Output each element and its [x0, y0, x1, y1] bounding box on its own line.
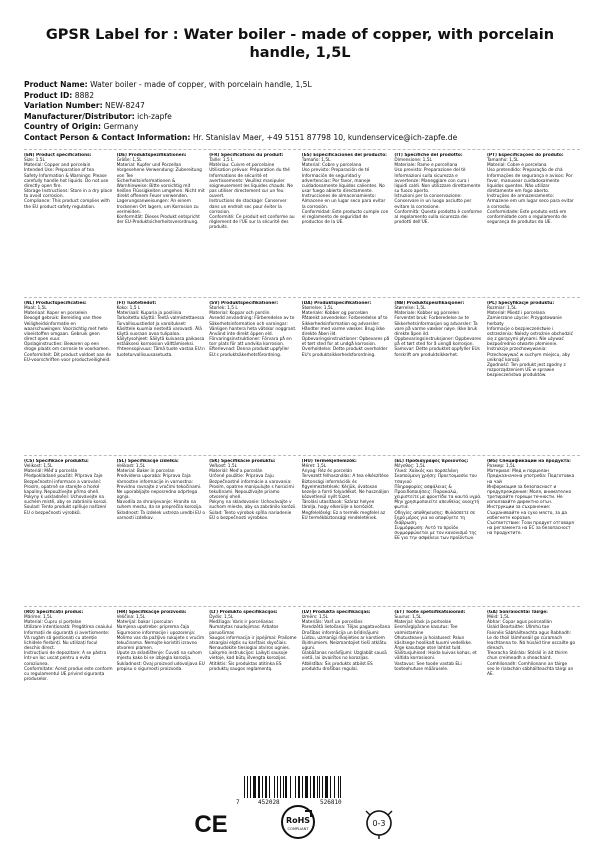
spec-line: Atbilstība: Šis produkts atbilst ES produktu drošības regulai.: [301, 661, 373, 672]
spec-line: Informations de sécurité et avertissements: Veuillez manipuler soigneusement les liquides chauds. Ne pas utiliser directement sur un feu ouvert.: [209, 173, 293, 200]
spec-line: Säilitusjuhised: Hoida kuivas kohas, et vältida korrosiooni.: [394, 651, 477, 662]
spec-line: Méid: 1,5L: [486, 615, 510, 621]
spec-row-4: [24, 610, 580, 682]
spec-block-bg: [487, 459, 580, 542]
spec-line: Safety Information & Warnings: Please carefully handle hot liquids. Do not use directly open fire.: [24, 173, 109, 189]
spec-line: Zgodność: Ten produkt jest zgodny z rozporządzeniem UE w sprawie bezpieczeństwa produktów.: [486, 362, 566, 379]
spec-heading: (SV) Produktspecifikationer:: [209, 301, 279, 306]
spec-line: Tervezett felhasználás: A tea elkészítése: [301, 474, 389, 480]
spec-line: Informazioni sulla sicurezza e avvertenze: Maneggiare con cura i liquidi caldi. Non utilizzare direttamente su fuoco aperto.: [394, 173, 481, 195]
spec-line: Säkerhetsinformation och varningar: Vänligen hantera heta vätskor noggrant. Använd inte direkt öppen eld.: [209, 321, 297, 337]
product-info: [24, 80, 584, 144]
spec-block-sk: [209, 459, 302, 542]
spec-line: Skladnost: Ta izdelek ustreza uredbi EU o varnosti izdelkov.: [116, 510, 206, 521]
spec-line: Efterlevnad: Denna produkt uppfyller EU:s produktsäkerhetsförordning.: [209, 347, 290, 358]
product-id-label: Product ID:: [24, 90, 73, 100]
spec-line: Maat: 1,5L: [24, 306, 47, 312]
spec-line: Bezpečnostné informácie a varovania: Prosím, opatrne manipulujte s horúcimi tekutinami. Nepoužívajte priamo otvorený oheň.: [209, 479, 294, 501]
spec-heading: (PT) Especificações do produto:: [486, 153, 564, 158]
spec-line: Förvaringsinstruktioner: Förvara på en torr plats för att undvika korrosion.: [209, 337, 292, 348]
barcode-bar: [319, 776, 320, 798]
barcode-bar: [317, 776, 318, 798]
spec-line: Uso pretendido: Preparação de chá: [486, 168, 563, 174]
barcode-bar: [338, 776, 339, 798]
spec-line: Sikkerhedsinformation og advarsler: Håndter med varme væsker. Brug ikke direkte åben ild.: [301, 321, 385, 337]
spec-line: Taille: 1,5 L: [209, 158, 234, 164]
svg-text:RoHS: RoHS: [285, 816, 311, 825]
spec-line: Σκοπούμενη χρήση: Προετοιμασία του τσαγιού: [394, 474, 477, 485]
barcode-lead-digit: 7: [236, 799, 240, 806]
product-name-row: [24, 80, 584, 91]
spec-line: Veiligheidsinformatie en waarschuwingen: Voorzichtig met hete vloeistoffen omgaan. Gebruik geen direct open vuur.: [24, 321, 108, 343]
spec-block-el: [394, 459, 487, 542]
barcode-bar: [330, 776, 331, 798]
spec-block-ga: [487, 610, 580, 682]
spec-line: Material: Copper and porcelain: [24, 163, 91, 169]
spec-line: Materiał: Miedź i porcelana: [486, 311, 545, 317]
spec-line: Forventet bruk: Forberedelse av te: [394, 316, 469, 322]
barcode-bar: [290, 776, 291, 798]
spec-line: Storage Instructions: Store in a dry place to avoid corrosion.: [24, 189, 113, 200]
spec-line: Utilisation prévue: Préparation du thé: [209, 168, 290, 174]
spec-line: Atitiktis: Šis produktas atitinka ES produktų saugos reglamentą.: [209, 661, 282, 672]
spec-line: Suurus: 1,5L: [394, 615, 422, 621]
spec-line: Úsáid Beartaithe: Ullmhú tae: [486, 625, 550, 631]
spec-line: Velikost: 1,5L: [116, 464, 146, 470]
spec-line: Påtænkt anvendelse: Forberedelse af te: [301, 316, 388, 322]
spec-line: Soulad: Tento produkt splňuje nařízení EU o bezpečnosti výrobků.: [24, 505, 107, 516]
barcode-bar: [313, 776, 315, 798]
spec-line: Materiale: Kobber og porselen: [394, 311, 460, 317]
spec-line: Størrelse: 1,5L: [301, 306, 333, 312]
spec-line: Instrucciones de almacenamiento: Almacene en un lugar seco para evitar la corrosión.: [301, 194, 386, 210]
spec-heading: (HR) Specifikacije proizvoda:: [116, 610, 187, 615]
spec-line: Veličina: 1,5L: [116, 615, 146, 621]
spec-heading: (LT) Produkto specifikacijos:: [209, 610, 278, 615]
spec-line: Compliance: This product complies with the EU product safety regulation.: [24, 199, 110, 210]
spec-line: Informações de segurança e avisos: Por favor, manusear cuidadosamente líquidos quentes. Não utilizar diretamente em fogo aberto.: [486, 173, 573, 195]
spec-row-2: [24, 301, 580, 378]
spec-line: Vastavus: See toode vastab ELi tooteohutuse määrusele.: [394, 661, 462, 672]
spec-line: Υλικό: Χαλκός και πορσελάνη: [394, 469, 459, 475]
spec-heading: (PL) Specyfikacje produktu:: [486, 301, 555, 306]
spec-line: Súlad: Tento výrobok spĺňa nariadenie EÚ o bezpečnosti výrobkov.: [209, 510, 292, 521]
spec-line: Anyag: Réz és porcelán: [301, 469, 353, 475]
spec-line: Saugos informacija ir įspėjimai: Prašome atsargiai elgtis su karštais skysčiais. Nenaudokite tiesiogiai atviros ugnies.: [209, 635, 297, 652]
spec-line: Faisnéis Sábháilteachta agus Rabhadh: Le do thoil láimhseáil go cúramach leachtanna te. Ná húsáid tine oscailte go díreach.: [486, 630, 576, 652]
spec-line: Megfelelőség: Ez a termék megfelel az EU termékbiztonsági rendeletének.: [301, 510, 386, 521]
spec-line: Avsedd användning: Förberedelse av te: [209, 316, 295, 322]
spec-heading: (SK) Špecifikácie produktu:: [209, 459, 276, 464]
product-id-row: [24, 91, 584, 102]
spec-heading: (NB) Produktspesifikasjoner:: [394, 301, 465, 306]
divider: [24, 455, 580, 456]
spec-line: Størrelse: 1,5L: [394, 306, 426, 312]
spec-line: Opslaginstructies: Bewaren op een droge plaats om corrosie te voorkomen.: [24, 342, 110, 353]
spec-block-fi: [117, 301, 210, 378]
barcode-bar: [280, 776, 281, 798]
spec-line: Istruzioni per la conservazione: Conservare in un luogo asciutto per evitare la corrosione.: [394, 194, 472, 210]
spec-line: Conformità: Questo prodotto è conforme al regolamento sulla sicurezza dei prodotti dell'UE.: [394, 209, 482, 226]
spec-heading: (EN) Product specifications:: [24, 153, 92, 158]
spec-line: Drošības informācija un brīdinājumi: Lūdzu, uzmanīgi rīkojieties ar karstiem šķidrumiem. Neizmantojiet tieši atklātu uguni.: [301, 630, 387, 652]
barcode-bar: [258, 776, 260, 798]
country-of-origin: Germany: [103, 122, 139, 132]
spec-line: Předpokládané použití: Příprava čaje: [24, 474, 103, 480]
spec-line: Overholdelse: Dette produkt overholder EU's produktsikkerhedsforordning.: [301, 347, 388, 358]
spec-block-nb: [394, 301, 487, 378]
spec-block-it: [394, 153, 487, 230]
barcode-bar: [334, 776, 335, 798]
spec-line: Mărime: 1,5L: [24, 615, 53, 621]
spec-heading: (CS) Specifikace produktu:: [24, 459, 89, 464]
spec-line: Conformidade: Este produto está em conformidade com o regulamento de segurança de produtos da UE.: [486, 209, 567, 226]
spec-line: Material: Baker in porcelan: [116, 469, 175, 475]
spec-line: Conformité: Ce produit est conforme au règlement de l'UE sur la sécurité des produits.: [209, 214, 295, 231]
spec-block-es: [302, 153, 395, 230]
divider: [24, 606, 580, 607]
spec-line: Velikost: 1,5L: [24, 464, 53, 470]
spec-line: Paredzētā lietošana: Tējas pagatavošana: [301, 625, 390, 631]
barcode-right-digits: 526810: [320, 799, 342, 806]
barcode-bar: [247, 776, 248, 798]
spec-line: Tárolási utasítások: Száraz helyen tárolja, hogy elkerülje a korróziót.: [301, 500, 375, 511]
spec-line: Größe: 1,5L: [116, 158, 142, 164]
manufacturer-label: Manufacturer/Distributor:: [24, 111, 135, 121]
spec-line: Eesmärgipärane kasutus: Tee valmistamine: [394, 625, 458, 636]
spec-line: Utilizare intenționată: Pregătirea ceaiului: [24, 625, 112, 631]
spec-line: Namjena upotrebe: priprema čaja: [116, 625, 190, 631]
barcode-bar: [274, 776, 275, 798]
recycling-symbol-icon: [362, 806, 396, 840]
barcode-bar: [302, 776, 303, 798]
spec-block-sv: [209, 301, 302, 378]
spec-line: Oppbevaringsinstruksjoner: Oppbevares på et tørt sted for å unngå korrosjon.: [394, 337, 482, 348]
spec-line: Storlek: 1,5 L: [209, 306, 238, 312]
spec-line: Vorgesehene Verwendung: Zubereitung von Tee: [116, 168, 202, 179]
spec-heading: (RO) Specificații produs:: [24, 610, 84, 615]
spec-line: Upute za skladištenje: Čuvati na suhom mjestu kako bi se izbjegla korozija.: [116, 651, 202, 662]
barcode-bar: [305, 776, 308, 798]
spec-line: Pokyny na skladovanie: Uchovávajte v suchom mieste, aby sa zabránilo korózii.: [209, 500, 297, 511]
spec-line: Materiale: Kobber og porcelæn: [301, 311, 369, 317]
spec-line: Zamierzone użycie: Przygotowanie herbaty: [486, 316, 562, 327]
spec-line: Treoracha Stórála: Stóráil in áit thirim chun creimeadh a sheachaint.: [486, 651, 568, 662]
spec-heading: (ES) Especificaciones del producto:: [301, 153, 387, 158]
spec-block-de: [117, 153, 210, 230]
spec-line: Instrukcje przechowywania: Przechowywać w suchym miejscu, aby uniknąć korozji.: [486, 347, 570, 363]
barcode-bar: [244, 776, 245, 798]
spec-block-et: [394, 610, 487, 682]
spec-block-lv: [302, 610, 395, 682]
spec-block-pt: [487, 153, 580, 230]
spec-row-1: [24, 153, 580, 230]
product-name-label: Product Name:: [24, 80, 88, 89]
spec-line: Numatytas naudojimas: Arbatos paruošimas: [209, 625, 279, 636]
spec-line: Material: Cupru și porțelan: [24, 620, 82, 626]
spec-line: Izmērs: 1,5L: [301, 615, 329, 621]
spec-heading: (HU) Termékjellemzők:: [301, 459, 357, 464]
barcode-bar: [265, 776, 267, 798]
spec-block-hu: [302, 459, 395, 542]
barcode-bar: [253, 776, 256, 798]
spec-line: Material: Koppar och porslin: [209, 311, 270, 317]
barcode-bar: [325, 776, 328, 798]
contact-label: Contact Person & Contact Information:: [24, 132, 191, 142]
spec-line: Instruções de armazenamento: Armazene em um lugar seco para evitar a corrosão.: [486, 194, 574, 210]
variation-number: NEW-8247: [105, 101, 145, 111]
barcode-bar: [295, 776, 296, 798]
spec-line: Materijal: bakar i porculan: [116, 620, 173, 626]
spec-line: Materiál: Meď a porcelán: [209, 469, 263, 475]
spec-block-nl: [24, 301, 117, 378]
spec-heading: (BG) Спецификации на продукта:: [486, 459, 571, 464]
spec-line: Instructions de stockage: Conserver dans un endroit sec pour éviter la corrosion.: [209, 199, 287, 215]
spec-heading: (DE) Produktspezifikationen:: [116, 153, 187, 158]
spec-block-pl: [487, 301, 580, 378]
spec-line: Navodila za shranjevanje: Hranite na suhem mestu, da se preprečila korozija.: [116, 500, 203, 511]
spec-line: Opbevaringsinstruktioner: Opbevares på et tørt sted for at undgå korrosion.: [301, 337, 390, 348]
spec-line: Uso previsto: Preparazione del tè: [394, 168, 466, 174]
ce-mark-icon: [194, 810, 228, 836]
spec-line: Materiāls: Varš un porcelāns: [301, 620, 363, 626]
spec-block-fr: [209, 153, 302, 230]
spec-heading: (LV) Produkta specifikācijas:: [301, 610, 371, 615]
spec-line: Biztonsági információk és figyelmeztetések: Kérjük, óvatosan kezelje a forró folyadékot. Ne használjon közvetlenül nyílt tüzet.: [301, 479, 389, 501]
spec-line: Predvidena uporaba: Priprava čaja: [116, 474, 191, 480]
spec-line: Určené použitie: Príprava čaju: [209, 474, 274, 480]
spec-line: Beoogd gebruik: Bereiding van thee: [24, 316, 102, 322]
spec-line: Lagerungsanweisungen: An einem trockenen Ort lagern, um Korrosion zu vermeiden.: [116, 199, 199, 215]
contact-info: Hr. Stanislav Maer, +49 5151 87798 10, kundenservice@ich-zapfe.de: [192, 132, 458, 142]
spec-line: Intended Use: Preparation of tea: [24, 168, 95, 174]
barcode-left-digits: 452028: [258, 799, 280, 806]
spec-line: Sicherheitsinformationen & Warnhinweise: Bitte vorsichtig mit heißen Flüssigkeiten umgehen. Nicht mit direkt offenem Feuer verwenden.: [116, 178, 205, 200]
barcode-bar: [283, 776, 284, 798]
spec-heading: (SL) Specifikacije izdelka:: [116, 459, 179, 464]
spec-line: Предназначена употреба: Подготовка на чай: [486, 474, 575, 485]
spec-line: Konformität: Dieses Produkt entspricht der EU-Produktsicherheitsverordnung.: [116, 214, 200, 226]
spec-line: Tamaño: 1,5L: [301, 158, 331, 164]
spec-row-3: [24, 459, 580, 542]
spec-line: Laikymo instrukcijos: Laikyti sausoje vietoje, kad būtų išvengta korozijos.: [209, 651, 288, 662]
spec-line: Rozmiar: 1,5L: [486, 306, 517, 312]
spec-line: Conformidad: Este producto cumple con el reglamento de seguridad de productos de la UE.: [301, 209, 389, 226]
spec-line: Medžiaga: Varis ir porcelianas: [209, 620, 274, 626]
barcode-bar: [340, 776, 341, 798]
spec-heading: (NL) Productspecificaties:: [24, 301, 87, 306]
contact-row: [24, 133, 584, 144]
spec-line: Turvallisuustiedot ja varoitukset: Käsittele kuumia nesteitä varovasti. Älä käytä suoraan avoa tulipaloa.: [116, 321, 202, 337]
spec-line: Съответствие: Този продукт отговаря на регламента на ЕС за безопасност на продуктите.: [486, 520, 574, 537]
spec-line: Matériau: Cuivre et porcelaine: [209, 163, 275, 169]
barcode-bar: [298, 776, 300, 798]
spec-line: Säilytysohjeet: Säilytä kuivassa paikassa estääksesi korroosion välttämiseksi.: [116, 337, 205, 348]
spec-line: Varnostne informacije in varnostna: Previdno ravnajte z vročimi tekočinami. Ne uporabljajte neposredno odprtega ognja.: [116, 479, 202, 501]
spec-line: Samsvar: Dette produktet oppfyller EUs forskrift om produktsikkerhet.: [394, 347, 480, 358]
spec-line: Información de seguridad y advertencias: Por favor, maneje cuidadosamente líquidos calientes. No usar fuego abierto directamente.: [301, 173, 385, 195]
spec-line: Sukladnost: Ovaj proizvod udovoljava EU propisu o sigurnosti proizvoda.: [116, 661, 205, 672]
spec-line: Sikkerhetsinformasjon og advarsler: Ta vare på varme væsker nøye. Ikke bruk direkte åpen ild.: [394, 321, 478, 337]
spec-heading: (FR) Spécifications du produit:: [209, 153, 284, 158]
spec-line: Size: 1.5L: [24, 158, 45, 164]
spec-line: Materiale: Rame e porcellana: [394, 163, 458, 169]
barcode-bars: [244, 776, 364, 798]
spec-line: Materiaal: Koper en porselein: [24, 311, 88, 317]
spec-line: Conformiteit: Dit product voldoet aan de EU-voorschriften voor productveiligheid.: [24, 352, 112, 363]
page-title: GPSR Label for : Water boiler - made of copper, with porcelain handle, 1,5L: [45, 27, 555, 61]
spec-line: Informații de siguranță și avertismente: Vă rugăm să gestionați cu atenție lichidele fierbinți. Nu utilizați focul deschis direct.: [24, 630, 110, 652]
spec-line: Ábhar: Copar agus poirceallán: [486, 620, 552, 626]
divider: [24, 297, 580, 298]
spec-line: Material: Cobre e porcelana: [486, 163, 547, 169]
spec-line: Materiaali: Kuparia ja posliinia: [116, 311, 182, 317]
spec-line: Ohutusteave ja hoiatused: Palun käsitsege hoolikalt kuumi vedelikke. Ärge kasutage otse lahtist tuld.: [394, 635, 473, 652]
spec-block-sl: [117, 459, 210, 542]
spec-line: Pokyny k uskladnění: Uchovávejte na suchém místě, aby se zabránilo korozi.: [24, 495, 108, 506]
spec-line: Uso previsto: Preparación de té: [301, 168, 370, 174]
spec-line: Dimensione: 1,5L: [394, 158, 432, 164]
spec-block-da: [302, 301, 395, 378]
spec-line: Material: Kupfer und Porzellan: [116, 163, 182, 169]
spec-line: Conformitate: Acest produs este conform cu regulamentul UE privind siguranța produselor.: [24, 666, 113, 683]
spec-line: Méret: 1,5L: [301, 464, 327, 470]
product-id: 8882: [74, 90, 95, 100]
spec-line: Информация за безопасност и предупреждения: Моля, внимателно третирайте горещи течности. Не използвайте директно огън.: [486, 484, 572, 506]
spec-block-en: [24, 153, 117, 230]
barcode-bar: [269, 776, 270, 798]
rohs-icon: [278, 804, 318, 840]
barcode-bar: [285, 776, 287, 798]
spec-line: Инструкции за съхранение: Съхранявайте на сухо място, за да избегнете корозия.: [486, 505, 567, 521]
spec-block-lt: [209, 610, 302, 682]
barcode-bar: [310, 776, 311, 798]
spec-heading: (ET) Toote spetsifikatsioonid:: [394, 610, 466, 615]
spec-block-cs: [24, 459, 117, 542]
barcode-bar: [322, 776, 324, 798]
spec-line: Συμμόρφωση: Αυτό το προϊόν συμμορφώνεται με τον κανονισμό της ΕΕ για την ασφάλεια των προϊόντων.: [394, 526, 477, 542]
spec-block-hr: [117, 610, 210, 682]
spec-line: Koko: 1,5 L: [116, 306, 141, 312]
origin-label: Country of Origin:: [24, 122, 102, 132]
spec-line: Размер: 1,5L: [486, 464, 516, 470]
product-name: Water boiler - made of copper, with porcelain handle, 1,5L: [90, 80, 312, 89]
barcode-bar: [250, 776, 251, 798]
spec-line: Dydis: 1,5L: [209, 615, 234, 621]
manufacturer: ich-zapfe: [137, 111, 172, 121]
spec-heading: (IT) Specifiche del prodotto:: [394, 153, 463, 158]
origin-row: [24, 122, 584, 133]
spec-line: Veľkosť: 1,5L: [209, 464, 237, 470]
spec-heading: (DA) Produktspecifikationer:: [301, 301, 372, 306]
spec-heading: (EL) Προδιαγραφές προϊόντος:: [394, 459, 469, 464]
spec-heading: (FI) Tuotetiedot:: [116, 301, 157, 306]
spec-block-ro: [24, 610, 117, 682]
svg-text:0-3: 0-3: [372, 819, 386, 828]
spec-line: Glabāšanas norādījumi: Uzglabāt sausā vietā, lai izvairītos no korozijas.: [301, 651, 387, 662]
spec-line: Tarkoitettu käyttö: Teetä valmistettaessa: [116, 316, 205, 322]
svg-text:COMPLIANT: COMPLIANT: [287, 827, 309, 831]
spec-line: Πληροφορίες ασφάλειας & Προειδοποιήσεις: Παρακαλώ, χειριστείτε με φροντίδα τα καυτά υγρά. Μην χρησιμοποιείτε απευθείας ανοιχτή φωτιά.: [394, 484, 482, 511]
spec-line: Yhteensopivuus: Tämä tuote vastaa EU:n tuoteturvallisuusasetusta.: [116, 347, 205, 358]
variation-row: [24, 101, 584, 112]
certification-icons: [0, 802, 600, 842]
spec-line: Οδηγίες αποθήκευσης: Φυλάσσετε σε ξηρό μέρος για να αποφύγετε τη διάβρωση.: [394, 510, 476, 526]
spec-line: Informacje o bezpieczeństwie i ostrzeżenia: Należy ostrożnie obchodzić się z gorącymi płynami. Nie używać bezpośrednio otwarte płomienie.: [486, 326, 573, 348]
spec-line: Sigurnosne informacije i upozorenja: Molimo vas da pažljivo rukujete s vrućim tekućinama. Nemojte koristiti izravno otvoreni plamen.: [116, 630, 205, 652]
spec-heading: (GA) Sonraíochtaí Táirge:: [486, 610, 548, 615]
spec-line: Tamanho: 1,5L: [486, 158, 519, 164]
spec-line: Comhlíonadh: Comhlíonann an táirge seo le rialachán sábháilteachta táirgí an AE.: [486, 661, 574, 677]
spec-line: Instrucțiuni de depozitare: A se păstra într-un loc uscat pentru a evita coroziunea.: [24, 651, 107, 667]
barcode-bar: [262, 776, 263, 798]
svg-text:CE: CE: [194, 811, 228, 836]
spec-line: Materjal: Vask ja portselan: [394, 620, 452, 626]
divider: [24, 149, 580, 150]
spec-line: Μέγεθος: 1,5L: [394, 464, 426, 470]
spec-line: Materiál: Měď a porcelán: [24, 469, 78, 475]
barcode-bar: [277, 776, 279, 798]
spec-line: Material: Cobre y porcelana: [301, 163, 362, 169]
manufacturer-row: [24, 112, 584, 123]
spec-line: Материал: Мед и порцелан: [486, 469, 549, 475]
spec-line: Bezpečnostní informace a varování: Prosím, opatrně se starejte o horké kapaliny. Nepoužívejte přímo oheň.: [24, 479, 102, 495]
variation-label: Variation Number:: [24, 101, 103, 111]
